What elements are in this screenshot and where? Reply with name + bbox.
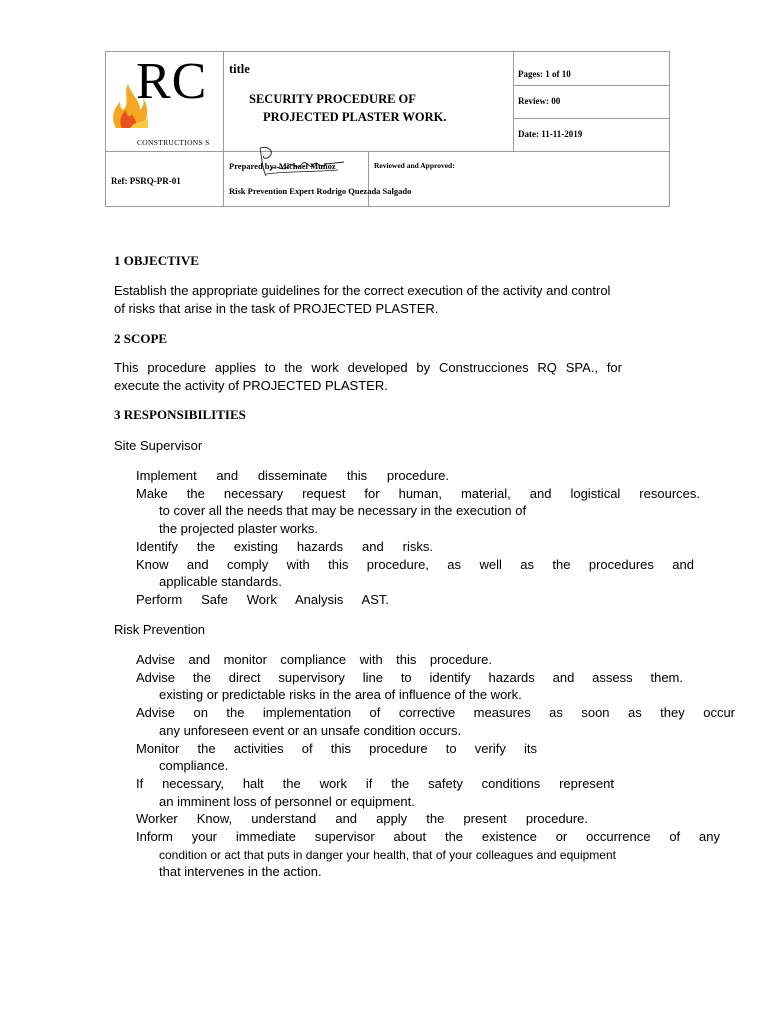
document-date: Date: 11-11-2019	[518, 129, 583, 139]
list-item: existing or predictable risks in the area of influence of the work.	[159, 687, 522, 702]
list-item: Advise and monitor compliance with this procedure.	[136, 652, 492, 667]
objective-heading: 1 OBJECTIVE	[114, 253, 199, 268]
list-item: Know and comply with this procedure, as well as the procedures and	[136, 557, 694, 572]
list-item: an imminent loss of personnel or equipment.	[159, 794, 415, 809]
responsibilities-heading: 3 RESPONSIBILITIES	[114, 407, 246, 422]
list-item: Worker Know, understand and apply the present procedure.	[136, 811, 588, 826]
list-item: Identify the existing hazards and risks.	[136, 539, 433, 554]
list-item: Implement and disseminate this procedure.	[136, 468, 449, 483]
logo-letters: RC	[136, 53, 208, 110]
reference-code: Ref: PSRQ-PR-01	[111, 176, 181, 186]
logo-subtitle: CONSTRUCTIONS S	[137, 138, 210, 147]
list-item: to cover all the needs that may be necessary in the execution of	[159, 503, 527, 518]
prepared-role: Risk Prevention Expert Rodrigo Quezada Salgado	[229, 186, 412, 196]
scope-text-line2: execute the activity of PROJECTED PLASTER.	[114, 378, 388, 393]
list-item: Make the necessary request for human, material, and logistical resources.	[136, 486, 700, 501]
objective-text-line1: Establish the appropriate guidelines for the correct execution of the activity and control	[114, 283, 611, 298]
document-title-line1: SECURITY PROCEDURE OF	[249, 92, 416, 106]
site-supervisor-label: Site Supervisor	[114, 438, 203, 453]
list-item: If necessary, halt the work if the safety conditions represent	[136, 776, 614, 791]
list-item: Advise on the implementation of corrective measures as soon as they occur	[136, 705, 735, 720]
list-item: that intervenes in the action.	[159, 864, 322, 879]
reviewed-approved-label: Reviewed and Approved:	[374, 161, 455, 170]
objective-text-line2: of risks that arise in the task of PROJECTED PLASTER.	[114, 301, 439, 316]
list-item: any unforeseen event or an unsafe condition occurs.	[159, 723, 462, 738]
list-item: condition or act that puts in danger your health, that of your colleagues and equipment	[159, 848, 616, 862]
list-item: Perform Safe Work Analysis AST.	[136, 592, 389, 607]
list-item: compliance.	[159, 758, 229, 773]
title-label: title	[229, 62, 250, 76]
scope-text-line1: This procedure applies to the work developed by Construcciones RQ SPA., for	[114, 360, 622, 375]
document-header-table	[105, 51, 670, 207]
risk-prevention-label: Risk Prevention	[114, 622, 206, 637]
list-item: applicable standards.	[159, 574, 282, 589]
company-logo	[106, 52, 224, 151]
document-title-line2: PROJECTED PLASTER WORK.	[263, 110, 447, 124]
pages-count: Pages: 1 of 10	[518, 69, 571, 79]
list-item: Advise the direct supervisory line to identify hazards and assess them.	[136, 670, 683, 685]
list-item: Monitor the activities of this procedure to verify its	[136, 741, 537, 756]
list-item: the projected plaster works.	[159, 521, 318, 536]
review-number: Review: 00	[518, 96, 561, 106]
prepared-by: Prepared by: Michael Muñoz	[229, 161, 336, 171]
list-item: Inform your immediate supervisor about the existence or occurrence of any	[136, 829, 720, 844]
scope-heading: 2 SCOPE	[114, 331, 168, 346]
